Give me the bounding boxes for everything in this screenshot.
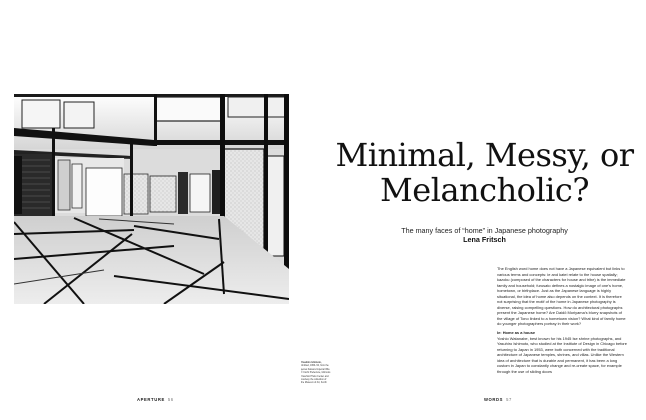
section-paragraph: Yoshio Watanabe, best known for his 1945 Ise shrine photographs, and Yasuhiro Ishimoto, who studied at the Institute of Design in Chicago before returning to Japan in 1953, were both concerned with the traditional architecture of Japanese temples, shrines, and villas. Unlike the Western idea of architecture that is durable and permanent, it has been a long custom in Japan to constantly change and re-create space, for example through the use of sliding doors [497, 335, 627, 374]
caption-line: the Museum of Art, Kochi [301, 382, 327, 385]
folio-right [484, 397, 512, 402]
article-subtitle: The many faces of “home” in Japanese photography [401, 226, 568, 235]
caption-title: Yasuhiro Ishimoto, [301, 362, 322, 364]
caption-line: series Katsura Imperial Villa [301, 368, 330, 371]
intro-paragraph: The English word home does not have a Japanese equivalent but links to various terms and concepts: ie and katei relate to the house spatially; kazoku (composed of the characters for house and tribe) is the immediate family and household; furusato defines a nostalgic image of one’s home, hometown, or birthplace. Just as the Japanese language is highly situational, the idea of home also depends on the context. It is therefore not surprising that the motif of the home in Japanese photography is diverse, raising compelling questions. How do architectural photographs present the Japanese home? Are Daidō Moriyama’s blurry snapshots of the village of Tono linked to a hometown vision? What kind of family home do younger photographers portray in their work? [497, 266, 626, 327]
article-title-line-1: Minimal, Messy, or [335, 136, 634, 174]
article-body [497, 266, 627, 377]
katsura-villa-photograph [14, 94, 289, 304]
photograph-image [14, 94, 289, 304]
article-title [323, 138, 646, 208]
folio-left [137, 397, 174, 402]
article-title-line-2: Melancholic? [380, 171, 589, 209]
caption-line: Untitled, 1953–54, from the [301, 365, 329, 368]
folio-left-brand: APERTURE [137, 397, 165, 402]
caption-line: courtesy the collection of [301, 379, 327, 382]
section-heading: Ie: Home as a house [497, 330, 536, 336]
caption-line: Yasuhiro Photo Center and [301, 375, 329, 378]
caption-line: © Kochi Prefecture, Ishimoto [301, 372, 331, 375]
article-author: Lena Fritsch [463, 235, 506, 244]
folio-right-brand: WORDS [484, 397, 504, 402]
folio-left-page-number: 56 [167, 397, 174, 402]
folio-right-page-number: 57 [506, 397, 512, 402]
